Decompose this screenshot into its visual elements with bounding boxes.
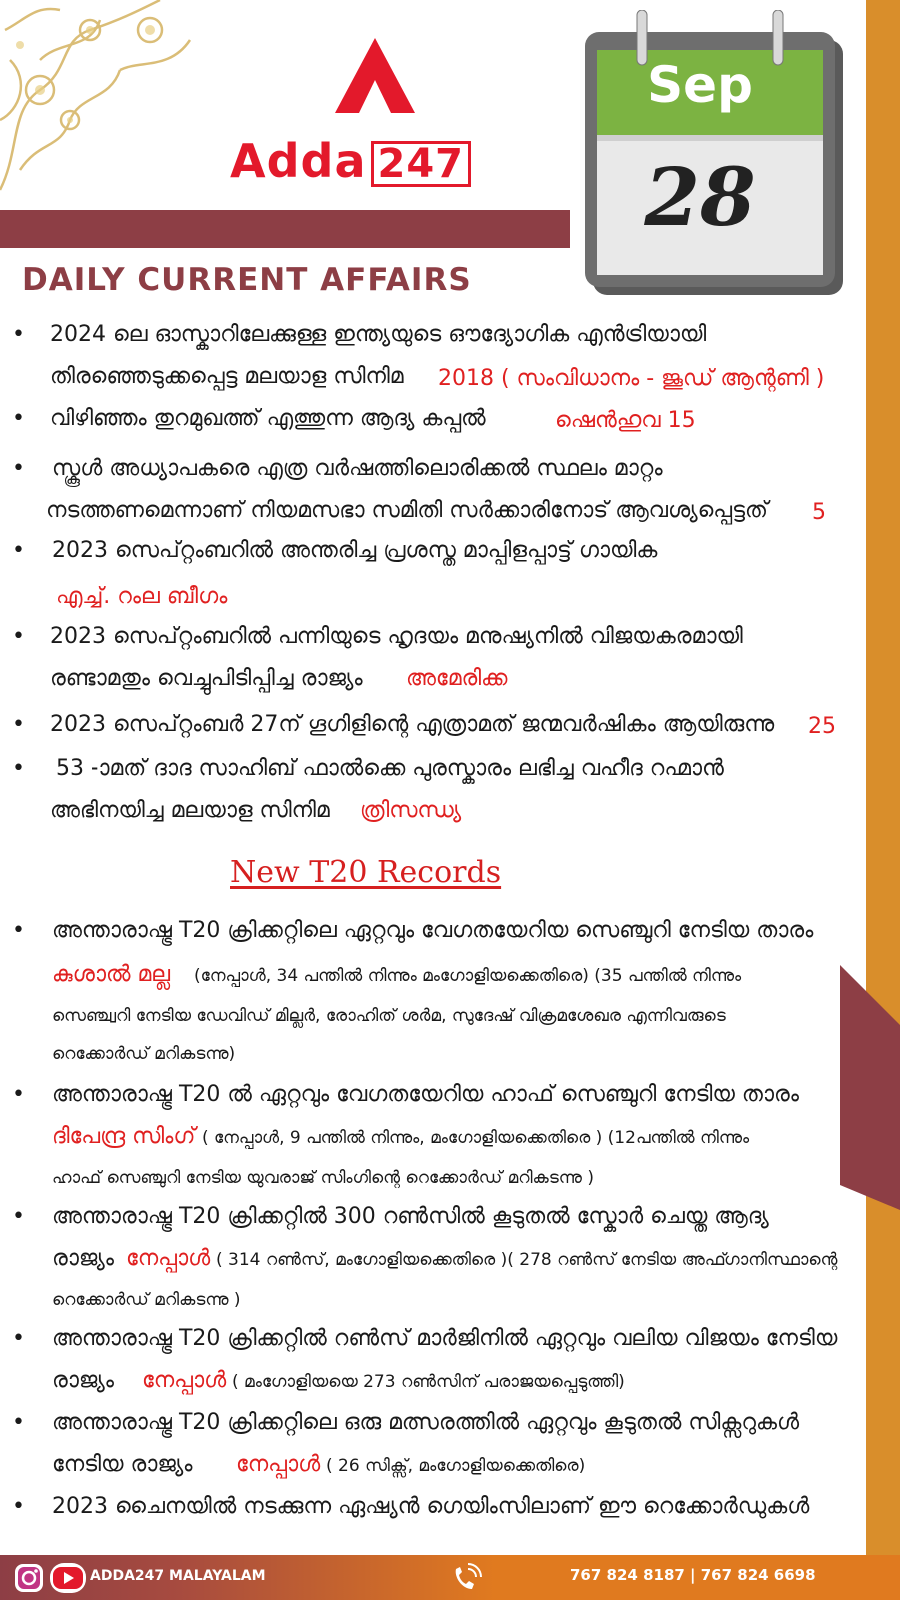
record-answer: കുശാൽ മല്ല — [52, 962, 171, 987]
record-note: ( 26 സിക്സ്, മംഗോളിയക്കെതിരെ) — [326, 1456, 586, 1476]
record-note: റെക്കോർഡ് മറികടന്നു) — [52, 1044, 236, 1064]
record-text: അന്താരാഷ്ട്ര T20 ൽ ഏറ്റവും വേഗതയേറിയ ഹാഫ് സെഞ്ചുറി നേടിയ താരം — [52, 1082, 799, 1107]
bullet: • — [12, 1204, 25, 1229]
phone-icon — [450, 1563, 484, 1593]
answer-text: ത്രിസന്ധ്യ — [360, 798, 462, 823]
logo-text — [230, 134, 471, 188]
answer-text: 25 — [808, 714, 836, 739]
question-text: നടത്തണമെന്നാണ് നിയമസഭാ സമിതി സർക്കാരിനോട് ആവശ്യപ്പെട്ടത് — [46, 498, 768, 523]
page-title: DAILY CURRENT AFFAIRS — [22, 262, 472, 298]
record-answer: നേപ്പാൾ — [126, 1246, 211, 1271]
question-text: 2024 ലെ ഓസ്കാറിലേക്കുള്ള ഇന്ത്യയുടെ ഔദ്യോഗിക എൻട്രിയായി — [50, 322, 707, 347]
calendar-date — [585, 10, 855, 300]
question-text: 53 -ാമത് ദാദ സാഹിബ് ഫാൽക്കെ പുരസ്കാരം ലഭിച്ച വഹീദ റഹ്മാൻ — [56, 756, 724, 781]
record-text: അന്താരാഷ്ട്ര T20 ക്രിക്കറ്റിലെ ഒരു മത്സരത്തിൽ ഏറ്റവും കൂടുതൽ സിക്സറുകൾ — [52, 1410, 800, 1435]
bullet: • — [12, 1082, 25, 1107]
question-text: 2023 സെപ്റ്റംബർ 27ന് ഗൂഗിളിന്റെ എത്രാമത് ജന്മവർഷികം ആയിരുന്നു — [50, 712, 775, 737]
channel-name: ADDA247 MALAYALAM — [90, 1568, 266, 1584]
logo-word: Adda — [230, 134, 367, 188]
bullet: • — [12, 456, 25, 481]
answer-text: 2018 ( സംവിധാനം - ജൂഡ് ആന്റണി ) — [438, 366, 825, 391]
answer-text: അമേരിക്ക — [406, 666, 508, 691]
record-note: സെഞ്ച്വറി നേടിയ ഡേവിഡ് മില്ലർ, രോഹിത് ശർമ, സുദേഷ് വിക്രമശേഖര എന്നിവരുടെ — [52, 1006, 726, 1026]
footer — [0, 1555, 900, 1600]
record-text: രാജ്യം — [52, 1246, 114, 1271]
bullet: • — [12, 406, 25, 431]
bullet: • — [12, 918, 25, 943]
right-white-stripe — [860, 0, 866, 1555]
right-orange-stripe — [866, 0, 900, 1555]
answer-text: ഷെൻഹുവ 15 — [555, 408, 696, 433]
calendar-day: 28 — [644, 150, 756, 244]
decorative-ornament — [0, 0, 210, 200]
bullet: • — [12, 1410, 25, 1435]
question-text: വിഴിഞ്ഞം തുറമുഖത്ത് എത്തുന്ന ആദ്യ കപ്പൽ — [50, 406, 486, 431]
phone-numbers: 767 824 8187 | 767 824 6698 — [570, 1566, 816, 1584]
bullet: • — [12, 624, 25, 649]
record-text: അന്താരാഷ്ട്ര T20 ക്രിക്കറ്റിലെ ഏറ്റവും വേഗതയേറിയ സെഞ്ചുറി നേടിയ താരം — [52, 918, 814, 943]
bullet: • — [12, 538, 25, 563]
bullet: • — [12, 756, 25, 781]
question-text: 2023 സെപ്റ്റംബറിൽ പന്നിയുടെ ഹൃദയം മനുഷ്യനിൽ വിജയകരമായി — [50, 624, 743, 649]
record-note: ( മംഗോളിയയെ 273 റൺസിന് പരാജയപ്പെടുത്തി) — [232, 1372, 625, 1392]
record-note: റെക്കോർഡ് മറികടന്നു ) — [52, 1290, 241, 1310]
calendar-month: Sep — [647, 56, 753, 114]
answer-text: 5 — [812, 500, 826, 525]
record-note: ഹാഫ് സെഞ്ചുറി നേടിയ യുവരാജ് സിംഗിന്റെ റെക്കോർഡ് മറികടന്നു ) — [52, 1168, 594, 1188]
record-text: അന്താരാഷ്ട്ര T20 ക്രിക്കറ്റിൽ റൺസ് മാർജിനിൽ ഏറ്റവും വലിയ വിജയം നേടിയ — [52, 1326, 838, 1351]
record-answer: ദിപേന്ദ്ര സിംഗ് — [52, 1124, 196, 1149]
record-text: അന്താരാഷ്ട്ര T20 ക്രിക്കറ്റിൽ 300 റൺസിൽ കൂടുതൽ സ്കോർ ചെയ്ത ആദ്യ — [52, 1204, 769, 1229]
header-bar — [0, 210, 570, 248]
adda247-logo — [230, 38, 520, 193]
bullet: • — [12, 712, 25, 737]
question-text: തിരഞ്ഞെടുക്കപ്പെട്ട മലയാള സിനിമ — [50, 364, 404, 389]
right-maroon-triangle — [840, 965, 900, 1210]
record-note: ( നേപ്പാൾ, 9 പന്തിൽ നിന്നും, മംഗോളിയക്കെതിരെ ) (12പന്തിൽ നിന്നും — [202, 1128, 750, 1148]
logo-a-icon — [335, 38, 415, 113]
record-answer: നേപ്പാൾ — [142, 1368, 227, 1393]
question-text: രണ്ടാമതും വെച്ചുപിടിപ്പിച്ച രാജ്യം — [50, 666, 363, 691]
answer-text: എച്ച്. റംല ബീഗം — [56, 584, 228, 609]
record-note: ( 314 റൺസ്, മംഗോളിയക്കെതിരെ )( 278 റൺസ് നേടിയ അഫ്ഗാനിസ്ഥാന്റെ — [216, 1250, 838, 1270]
record-text: 2023 ചൈനയിൽ നടക്കുന്ന ഏഷ്യൻ ഗെയിംസിലാണ് ഈ റെക്കോർഡുകൾ — [52, 1494, 810, 1519]
record-text: നേടിയ രാജ്യം — [52, 1452, 193, 1477]
question-text: 2023 സെപ്റ്റംബറിൽ അന്തരിച്ച പ്രശസ്ത മാപ്പിളപ്പാട്ട് ഗായിക — [52, 538, 658, 563]
record-note: (നേപ്പാൾ, 34 പന്തിൽ നിന്നും മംഗോളിയക്കെതിരെ) (35 പന്തിൽ നിന്നും — [194, 966, 742, 986]
record-answer: നേപ്പാൾ — [236, 1452, 321, 1477]
logo-number: 247 — [371, 141, 472, 187]
bullet: • — [12, 322, 25, 347]
question-text: അഭിനയിച്ച മലയാള സിനിമ — [50, 798, 330, 823]
question-text: സ്കൂൾ അധ്യാപകരെ എത്ര വർഷത്തിലൊരിക്കൽ സ്ഥലം മാറ്റം — [52, 456, 663, 481]
bullet: • — [12, 1326, 25, 1351]
youtube-icon[interactable] — [50, 1563, 86, 1593]
bullet: • — [12, 1494, 25, 1519]
record-text: രാജ്യം — [52, 1368, 114, 1393]
section-title: New T20 Records — [230, 855, 502, 890]
instagram-icon[interactable] — [14, 1563, 44, 1593]
